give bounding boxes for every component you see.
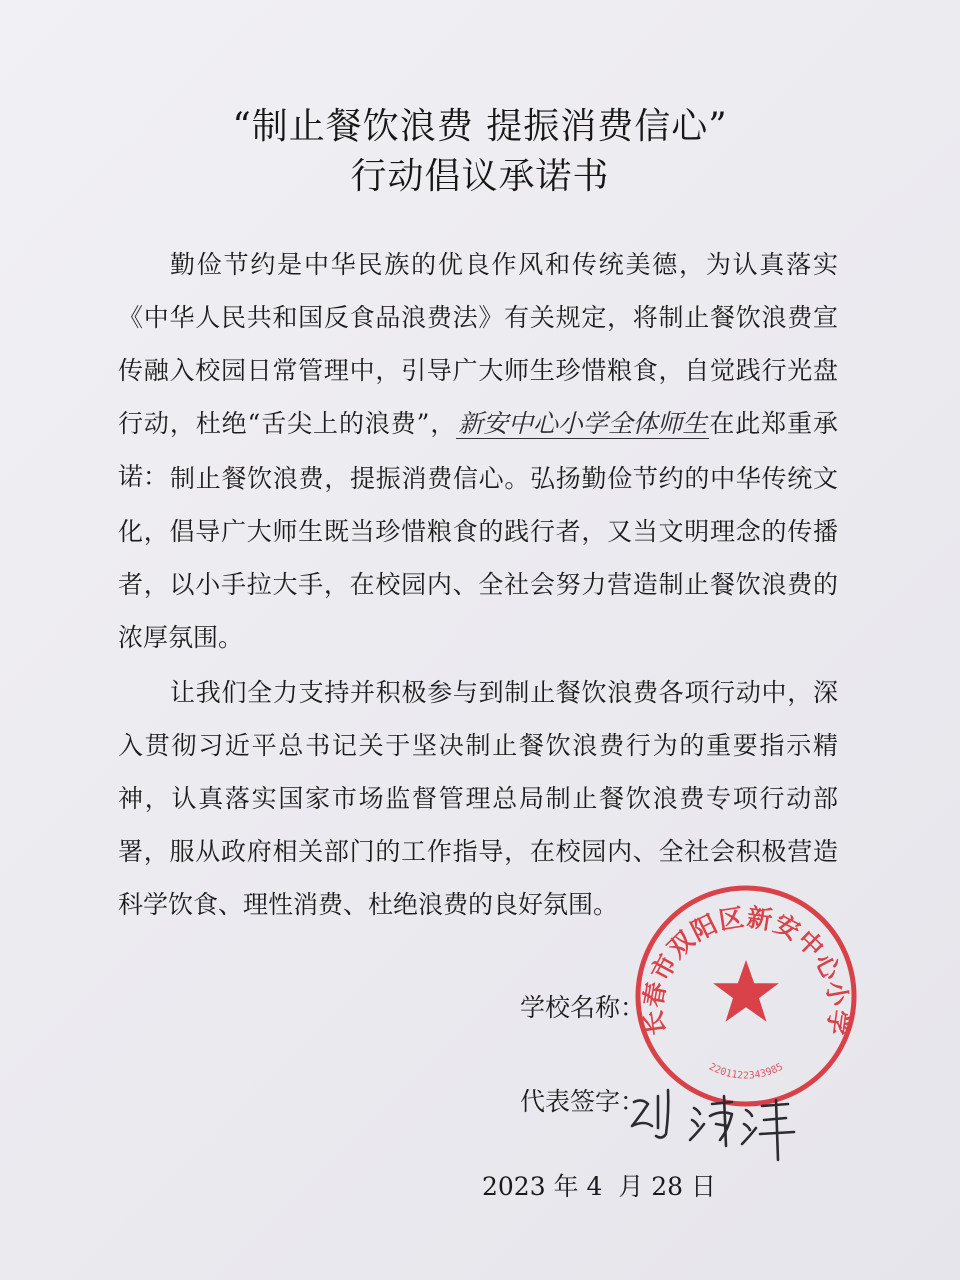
representative-signature-label: 代表签字： bbox=[520, 1087, 646, 1116]
document-title-line-1: “制止餐饮浪费 提振消费信心” bbox=[232, 106, 728, 147]
seal-text: 长春市双阳区新安中心小学 bbox=[638, 902, 854, 1038]
seal-star bbox=[713, 960, 779, 1022]
paragraph-2: 制止餐饮浪费，提振消费信心。弘扬勤俭节约的中华传统文化，倡导广大师生既当珍惜粮食的践行者，又当文明理念的传播者，以小手拉大手，在校园内、全社会努力营造制止餐饮浪费的浓厚氛围。 bbox=[118, 464, 838, 652]
handwritten-signature bbox=[628, 1082, 803, 1172]
paragraph-1-text: 勤俭节约是中华民族的优良作风和传统美德，为认真落实《中华人民共和国反食品浪费法》有关规定，将制止餐饮浪费宣传融入校园日常管理中，引导广大师生珍惜粮食，自觉践行光盘行动，杜绝“舌尖上的浪费”， bbox=[118, 250, 838, 438]
document-date: 2023 年 4 月 28 日 bbox=[482, 1172, 717, 1201]
paragraph-1-ending: 在此郑重承诺： bbox=[118, 409, 838, 491]
school-name-label: 学校名称： bbox=[520, 993, 646, 1022]
paragraph-3: 让我们全力支持并积极参与到制止餐饮浪费各项行动中，深入贯彻习近平总书记关于坚决制止餐饮浪费行为的重要指示精神，认真落实国家市场监督管理总局制止餐饮浪费专项行动部署，服从政府相关部门的工作指导，在校园内、全社会积极营造科学饮食、理性消费、杜绝浪费的良好氛围。 bbox=[118, 678, 838, 919]
official-seal bbox=[632, 882, 860, 1110]
handwritten-school-staff: 新安中心小学全体师生 bbox=[458, 409, 708, 438]
document-title-line-2: 行动倡议承诺书 bbox=[350, 156, 610, 197]
seal-number: 2201122343985 bbox=[706, 1061, 786, 1082]
